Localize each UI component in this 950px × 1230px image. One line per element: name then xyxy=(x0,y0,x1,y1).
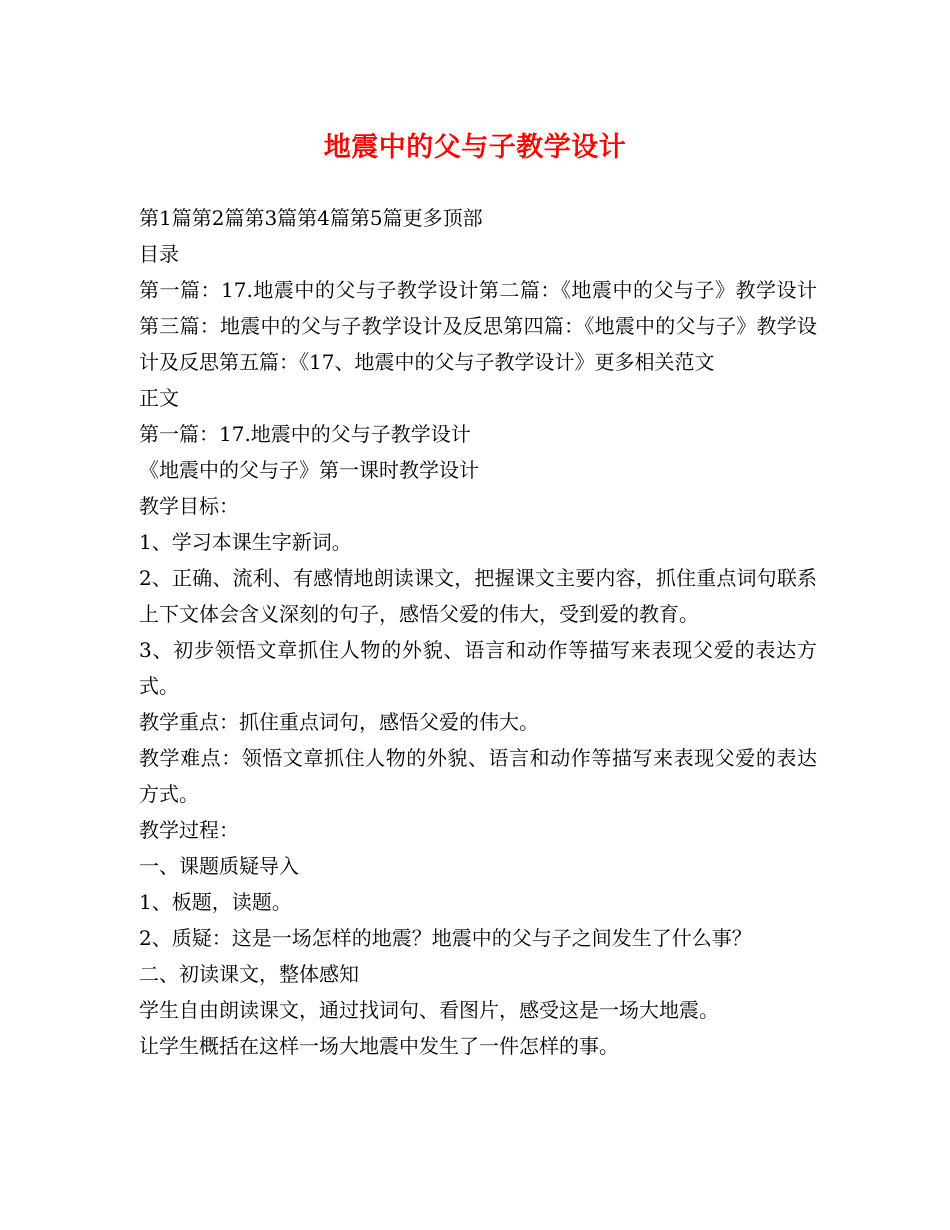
step-2-heading: 二、初读课文，整体感知 xyxy=(139,962,359,986)
objective-item-1: 1、学习本课生字新词。 xyxy=(139,530,352,554)
step-1-item-2: 2、质疑：这是一场怎样的地震？地震中的父与子之间发生了什么事？ xyxy=(139,926,752,950)
process-heading: 教学过程： xyxy=(139,818,239,842)
objectives-heading: 教学目标： xyxy=(139,494,239,518)
toc-heading: 目录 xyxy=(139,242,179,266)
lesson-title: 《地震中的父与子》第一课时教学设计 xyxy=(139,458,479,482)
body-heading: 正文 xyxy=(139,386,179,410)
objective-item-3: 3、初步领悟文章抓住人物的外貌、语言和动作等描写来表现父爱的表达方式。 xyxy=(139,638,817,698)
objective-item-2: 2、正确、流利、有感情地朗读课文，把握课文主要内容，抓住重点词句联系上下文体会含义深刻的句子，感悟父爱的伟大，受到爱的教育。 xyxy=(139,566,817,626)
toc-list-paragraph: 第一篇：17.地震中的父与子教学设计第二篇：《地震中的父与子》教学设计第三篇：地震中的父与子教学设计及反思第四篇：《地震中的父与子》教学设计及反思第五篇：《17、地震中的父与子教学设计》更多相关范文 xyxy=(139,278,817,374)
step-2-paragraph-1: 学生自由朗读课文，通过找词句、看图片，感受这是一场大地震。 xyxy=(139,998,719,1022)
document-body xyxy=(139,200,817,1064)
step-2-paragraph-2: 让学生概括在这样一场大地震中发生了一件怎样的事。 xyxy=(139,1034,619,1058)
step-1-item-1: 1、板题，读题。 xyxy=(139,890,292,914)
key-point-paragraph: 教学重点：抓住重点词句，感悟父爱的伟大。 xyxy=(139,710,539,734)
section-title: 第一篇：17.地震中的父与子教学设计 xyxy=(139,422,471,446)
nav-links-paragraph: 第1篇第2篇第3篇第4篇第5篇更多顶部 xyxy=(139,206,483,230)
document-title: 地震中的父与子教学设计 xyxy=(323,132,627,163)
difficulty-paragraph: 教学难点：领悟文章抓住人物的外貌、语言和动作等描写来表现父爱的表达方式。 xyxy=(139,746,817,806)
step-1-heading: 一、课题质疑导入 xyxy=(139,854,299,878)
